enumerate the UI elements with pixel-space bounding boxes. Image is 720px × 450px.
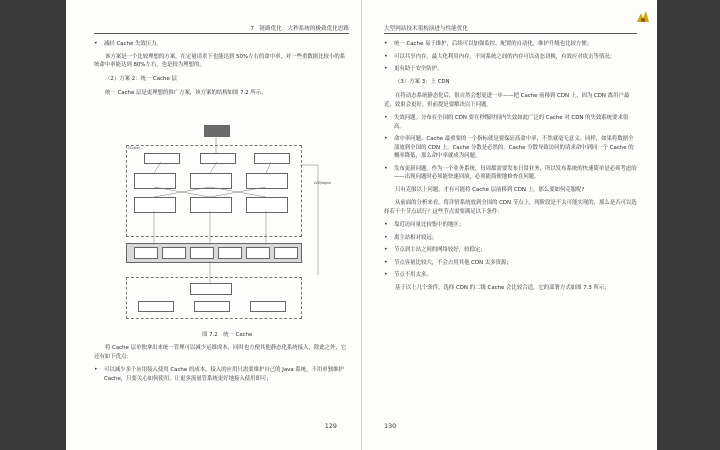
bullet-item bbox=[94, 40, 350, 49]
bullet-item bbox=[384, 246, 637, 255]
right-body bbox=[384, 40, 637, 297]
running-header: 7 链路优化：大秒系统的极致优化思路 bbox=[250, 26, 349, 32]
bullet-text: 失效问题。分布在全国的 CDN 要在秒级时间内失效如此广泛的 Cache 对 CDN 的失效系统要求很高。 bbox=[394, 115, 629, 130]
bullet-text: 节点不用太多。 bbox=[394, 272, 432, 278]
publisher-logo-icon bbox=[635, 10, 651, 24]
book-spread bbox=[66, 0, 657, 450]
left-page bbox=[66, 0, 362, 450]
bullet-item bbox=[384, 114, 637, 131]
paragraph: 将 Cache 层单独拿出来统一管理可以减少运维成本，同时也方便其他静态化系统接入，除此之外，它还有如下优点： bbox=[94, 345, 347, 360]
bullet-text: 发布更新问题。作为一个业务系统，每周都需要发布日常业务，所以发布系统的快速简单是必须考虑的——出现问题时必须能快速回滚，必须能简便地修查在问题。 bbox=[394, 165, 637, 180]
cluster-label: Cluster... bbox=[128, 146, 143, 150]
bullet-text: 靠近访问量比较集中的地区； bbox=[394, 222, 465, 228]
figure-caption: 图 7.2 统一 Cache bbox=[202, 332, 253, 338]
header-rule bbox=[384, 33, 637, 34]
bullet-item bbox=[384, 234, 637, 243]
bullet-item bbox=[384, 221, 637, 230]
bullet-item bbox=[384, 40, 637, 49]
bullet-item bbox=[384, 65, 637, 74]
bullet-text: 统一 Cache 易于维护，后续可以加强监控、配置的自动化，维护升级也比较方便； bbox=[394, 41, 593, 47]
figure-unified-cache bbox=[118, 125, 350, 325]
left-body-top bbox=[94, 40, 350, 103]
bullet-text: 减轻 Cache 失效压力。 bbox=[104, 41, 162, 47]
bullet-icon: • bbox=[384, 258, 388, 266]
section-heading: （2）方案 2：统一 Cache 层 bbox=[105, 75, 177, 82]
bullet-text: 可以减少多个应用接入使用 Cache 的成本，接入的应用只需要维护自己的 Java 系统，不用单独维护 Cache，只要关心如何使用，让更多流量管系统更好地接入使用即可； bbox=[104, 367, 344, 382]
bullet-icon: • bbox=[384, 271, 388, 278]
bullet-icon: • bbox=[94, 40, 98, 47]
bullet-text: 更有助于安全防护。 bbox=[394, 66, 443, 72]
side-note: LVS/Nginx bbox=[314, 181, 331, 185]
paragraph: 只有克服以上问题，才有可能将 Cache 层前移到 CDN 上，那么要如何克服呢? bbox=[395, 186, 585, 193]
header-rule bbox=[94, 33, 349, 34]
bullet-icon: • bbox=[384, 221, 388, 228]
paragraph: 基于以上几个条件，选择 CDN 的二级 Cache 会比较合适，它的部署方式如图 7.3 所示。 bbox=[395, 284, 610, 291]
bullet-icon: • bbox=[384, 246, 388, 253]
bullet-icon: • bbox=[384, 40, 388, 47]
bullet-item bbox=[384, 259, 637, 268]
bullet-item bbox=[384, 271, 637, 280]
bullet-icon: • bbox=[384, 114, 388, 121]
bullet-text: 节点到主站之间的网络较好，较稳定； bbox=[394, 247, 486, 253]
paragraph: 从前面的分析来看，将详情系统放到全国的 CDN 节点上，现阶段是不太可能实现的，那么是否可以选择若干个节点试行？这些节点需要满足以下条件： bbox=[384, 200, 637, 215]
figure-connectors bbox=[118, 125, 350, 325]
bullet-icon: • bbox=[94, 366, 98, 373]
bullet-icon: • bbox=[384, 52, 388, 60]
bullet-icon: • bbox=[384, 65, 388, 72]
bullet-text: 节点容量比较大，不会占用其他 CDN 太多资源； bbox=[394, 259, 512, 266]
bullet-icon: • bbox=[384, 135, 388, 142]
bullet-item bbox=[384, 165, 637, 182]
paragraph: 在将动态系统静态化后，很自然会想更进一步——把 Cache 前移到 CDN 上，因为 CDN 离用户最近，效果会更好。但前提是要解决以下问题。 bbox=[384, 93, 630, 108]
paragraph: 该方案是一个比较理想的方案，在定量请求下也能达到 50%左右的命中率，对一些重数据比较小的系统命中率能达到 80%左右，也是较为理想的。 bbox=[94, 53, 346, 68]
page-number: 129 bbox=[324, 422, 337, 430]
section-heading: （3）方案 3：上 CDN bbox=[395, 78, 450, 85]
bullet-text: 可以共享内存，最大化利用内存，不同系统之间的内存可以动态切换，有效应对攻击等情况； bbox=[394, 53, 616, 60]
page-number: 130 bbox=[384, 422, 397, 430]
bullet-text: 离主站相对较远； bbox=[394, 234, 438, 241]
bullet-text: 命中率问题。Cache 最重要的一个指标就是要保证高命中率，不然就毫无意义。同样，如果将数据全部放到全国的 CDN 上，Cache 分散是必然的。Cache 分散导致访问的请求命中到同一个 Cache 的概率降低，那么命中率就成为问题。 bbox=[394, 136, 634, 159]
bullet-icon: • bbox=[384, 164, 388, 172]
bullet-icon: • bbox=[384, 233, 388, 241]
running-header: 大型网站技术架构演进与性能优化 bbox=[384, 26, 468, 32]
bullet-item bbox=[384, 53, 637, 62]
bullet-item bbox=[384, 135, 637, 161]
bullet-item bbox=[94, 366, 350, 383]
paragraph: 统一 Cache 层是更理想的推广方案，该方案的结构如图 7.2 所示。 bbox=[105, 90, 267, 96]
right-page bbox=[362, 0, 657, 450]
left-body-bottom bbox=[94, 344, 350, 387]
